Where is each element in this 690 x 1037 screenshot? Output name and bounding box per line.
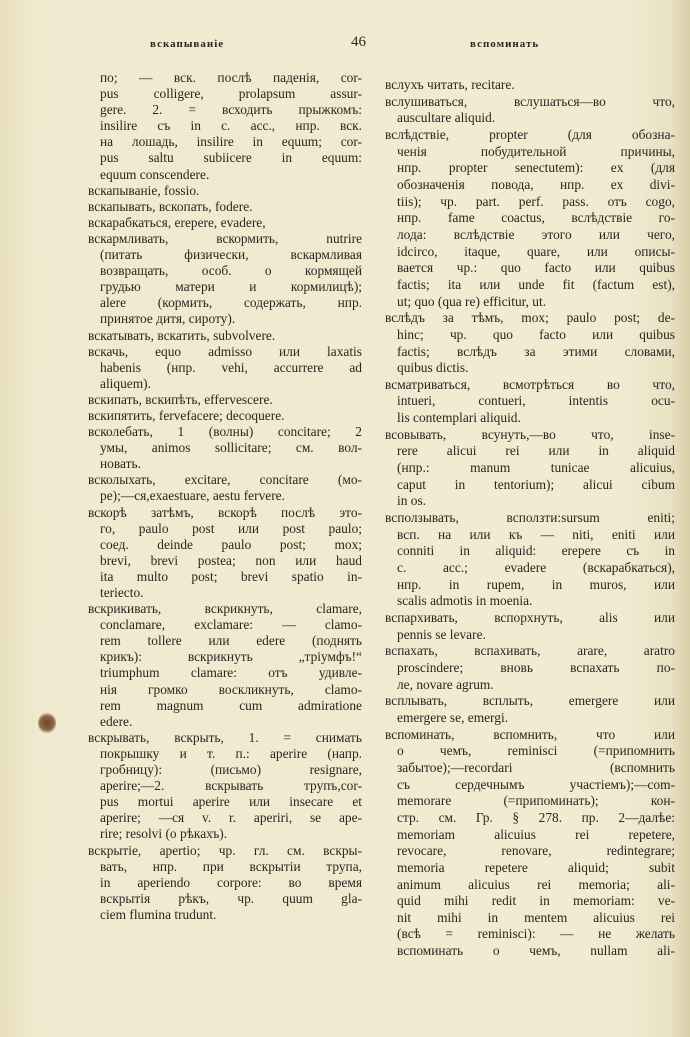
entry-text-line: принятое дитя, сироту). bbox=[100, 311, 236, 327]
entry-text-line: съ сердечнымъ участіемъ);—com- bbox=[397, 776, 675, 792]
entry-headword-line: вспоминать, вспомнить, что или bbox=[385, 726, 675, 742]
entry-text-line: ut; quo (qua re) efficitur, ut. bbox=[397, 293, 547, 309]
entry-headword-line: всколебать, 1 (волны) concitare; 2 bbox=[88, 424, 362, 440]
dictionary-entry bbox=[88, 344, 362, 392]
entry-headword-line: всползывать, всползти:sursum eniti; bbox=[385, 510, 675, 526]
dictionary-entry bbox=[88, 392, 362, 408]
entry-headword-line: всматриваться, всмотрѣться во что, bbox=[385, 376, 675, 392]
dictionary-entry bbox=[385, 94, 675, 127]
entry-text-line: conniti in aliquid: erepere съ in bbox=[397, 543, 675, 559]
entry-text-line: hinc; чр. quo facto или quibus bbox=[397, 326, 675, 342]
entry-text-line: rem tollere или edere (поднять bbox=[100, 633, 362, 649]
entry-text-line: quid mihi redit in memoriam: ve- bbox=[397, 893, 675, 909]
entry-headword-line: вспахать, вспахивать, arare, aratro bbox=[385, 643, 675, 659]
entry-headword-line: вскарабкаться, erepere, evadere, bbox=[88, 214, 266, 230]
entry-text-line: rem magnum cum admiratione bbox=[100, 697, 362, 713]
dictionary-entry bbox=[88, 231, 362, 328]
dictionary-entry bbox=[88, 408, 362, 424]
dictionary-entry bbox=[385, 377, 675, 427]
dictionary-entry bbox=[88, 199, 362, 215]
entry-headword-line: всовывать, всунуть,—во что, inse- bbox=[385, 426, 675, 442]
entry-text-line: memorare (=припоминать); кон- bbox=[397, 793, 675, 809]
dictionary-entry bbox=[88, 505, 362, 602]
dictionary-entry bbox=[88, 183, 362, 199]
entry-text-line: обозначенія повода, нпр. ex divi- bbox=[397, 176, 675, 192]
entry-text-line: c. acc.; evadere (вскарабкаться), bbox=[397, 560, 675, 576]
entry-text-line: quibus dictis. bbox=[397, 360, 469, 376]
entry-text-line: brevi, brevi postea; non или haud bbox=[100, 552, 362, 568]
entry-text-line: вскрытія рѣкъ, чр. quum gla- bbox=[100, 890, 362, 906]
entry-headword-line: вскатывать, вскатить, subvolvere. bbox=[88, 327, 276, 343]
dictionary-entry bbox=[385, 643, 675, 693]
entry-text-line: pus saltu subiicere in equum: bbox=[100, 150, 362, 166]
entry-text-line: ле, novare agrum. bbox=[397, 676, 494, 692]
entry-text-line: revocare, renovare, redintegrare; bbox=[397, 843, 675, 859]
entry-text-line: ita multo post; brevi spatio in- bbox=[100, 568, 362, 584]
left-column bbox=[88, 70, 362, 923]
entry-text-line: крикъ): вскрикнуть „тріумфъ!“ bbox=[100, 649, 362, 665]
entry-text-line: вспоминать о чемъ, nullam ali- bbox=[397, 943, 675, 959]
dictionary-entry bbox=[385, 693, 675, 726]
dictionary-entry bbox=[88, 215, 362, 231]
entry-text-line: на лошадь, insilire in equum; cor- bbox=[100, 134, 362, 150]
entry-text-line: gere. 2. = всходить прыжкомъ: bbox=[100, 102, 362, 118]
entry-text-line: нпр. in rupem, in muros, или bbox=[397, 576, 675, 592]
right-guide-word: вспоминать bbox=[470, 38, 540, 50]
entry-headword-line: вскипать, вскипѣть, effervescere. bbox=[88, 391, 273, 407]
entry-headword-line: вскармливать, вскормить, nutrire bbox=[88, 230, 362, 246]
dictionary-entry bbox=[385, 427, 675, 510]
entry-headword-line: вскапываніе, fossio. bbox=[88, 182, 200, 198]
entry-headword-line: вскапывать, вскопать, fodere. bbox=[88, 198, 253, 214]
entry-headword-line: всплывать, всплыть, emergere или bbox=[385, 693, 675, 709]
dictionary-entry bbox=[88, 472, 362, 504]
entry-text-line: покрышку и т. п.: aperire (напр. bbox=[100, 745, 362, 761]
entry-text-line: всп. на или къ — niti, eniti или bbox=[397, 526, 675, 542]
entry-text-line: о чемъ, reminisci (=припомнить bbox=[397, 743, 675, 759]
entry-text-line: auscultare aliquid. bbox=[397, 110, 496, 126]
entry-text-line: factis; вслѣдъ за этими словами, bbox=[397, 343, 675, 359]
entry-text-line: edere. bbox=[100, 713, 133, 729]
entry-headword-line: вскрывать, вскрыть, 1. = снимать bbox=[88, 729, 362, 745]
page-number: 46 bbox=[351, 34, 366, 50]
entry-text-line: emergere se, emergi. bbox=[397, 709, 509, 725]
entry-text-line: вается чр.: quo facto или quibus bbox=[397, 260, 675, 276]
entry-headword-line: вскипятить, fervefacere; decoquere. bbox=[88, 407, 285, 423]
dictionary-entry bbox=[385, 127, 675, 310]
entry-text-line: вать, нпр. при вскрытіи трупа, bbox=[100, 858, 362, 874]
entry-text-line: ciem flumina trudunt. bbox=[100, 906, 217, 922]
entry-text-line: aperire; —ся v. r. aperiri, se ape- bbox=[100, 810, 362, 826]
entry-text-line: lis contemplari aliquid. bbox=[397, 410, 521, 426]
entry-text-line: грудью матери и кормилицѣ); bbox=[100, 279, 362, 295]
entry-text-line: factis; ita или unde fit (factum est), bbox=[397, 276, 675, 292]
entry-text-line: triumphum clamare: отъ удивле- bbox=[100, 665, 362, 681]
entry-text-line: нпр. fame coactus, вслѣдствіе го- bbox=[397, 210, 675, 226]
entry-text-line: pus mortui aperire или insecare et bbox=[100, 794, 362, 810]
dictionary-entry bbox=[88, 843, 362, 923]
dictionary-entry bbox=[385, 510, 675, 610]
entry-text-line: tiis); чр. part. perf. pass. отъ cogo, bbox=[397, 193, 675, 209]
entry-headword-line: вскрикивать, вскрикнуть, clamare, bbox=[88, 601, 362, 617]
entry-headword-line: вслушиваться, вслушаться—во что, bbox=[385, 93, 675, 109]
dictionary-entry bbox=[88, 601, 362, 730]
entry-text-line: ченія побудительной причины, bbox=[397, 143, 675, 159]
entry-text-line: новать. bbox=[100, 456, 141, 472]
entry-headword-line: вскорѣ затѣмъ, вскорѣ послѣ это- bbox=[88, 504, 362, 520]
entry-text-line: забытое);—recordari (вспомнить bbox=[397, 759, 675, 775]
entry-text-line: нія громко воскликнуть, clamo- bbox=[100, 681, 362, 697]
entry-text-line: alere (кормить, содержать, нпр. bbox=[100, 295, 362, 311]
dictionary-entry bbox=[88, 424, 362, 472]
entry-text-line: aliquem). bbox=[100, 375, 151, 391]
entry-text-line: возвращать, особ. о кормящей bbox=[100, 263, 362, 279]
entry-text-line: (нпр.: manum tunicae alicuius, bbox=[397, 460, 675, 476]
dictionary-entry bbox=[385, 77, 675, 94]
entry-headword-line: вслѣдъ за тѣмъ, mox; paulo post; de- bbox=[385, 310, 675, 326]
entry-text-line: caput in tentorium); alicui cibum bbox=[397, 476, 675, 492]
entry-headword-line: вскрытіе, apertio; чр. гл. см. вскры- bbox=[88, 842, 362, 858]
dictionary-entry bbox=[385, 610, 675, 643]
entry-headword-line: вспархивать, вспорхнуть, alis или bbox=[385, 610, 675, 625]
entry-text-line: соед. deinde paulo post; mox; bbox=[100, 536, 362, 552]
entry-headword-line: всколыхать, excitare, concitare (мо- bbox=[88, 472, 362, 488]
entry-text-line: teriecto. bbox=[100, 585, 144, 600]
entry-text-line: гробницу): (письмо) resignare, bbox=[100, 762, 362, 778]
entry-text-line: proscindere; вновь вспахать по- bbox=[397, 659, 675, 675]
entry-text-line: rere alicui rei или in aliquid bbox=[397, 443, 675, 459]
entry-text-line: animum alicuius rei memoria; ali- bbox=[397, 876, 675, 892]
entry-headword-line: вслухъ читать, recitare. bbox=[385, 77, 515, 92]
dictionary-entry bbox=[88, 328, 362, 344]
dictionary-entry bbox=[385, 310, 675, 377]
entry-text-line: intueri, contueri, intentis ocu- bbox=[397, 393, 675, 409]
entry-text-line: лода: вслѣдствіе этого или чего, bbox=[397, 226, 675, 242]
entry-text-line: nit mihi in mentem alicuius rei bbox=[397, 909, 675, 925]
entry-text-line: aperire;—2. вскрывать трупъ,cor- bbox=[100, 778, 362, 794]
entry-text-line: memoria repetere aliquid; subit bbox=[397, 859, 675, 875]
entry-text-line: нпр. propter senectutem): ex (для bbox=[397, 160, 675, 176]
entry-text-line: pennis se levare. bbox=[397, 626, 486, 642]
entry-headword-line: вскачь, equo admisso или laxatis bbox=[88, 343, 362, 359]
right-column bbox=[385, 77, 675, 960]
entry-text-line: in aperiendo corpore: во время bbox=[100, 874, 362, 890]
entry-text-line: по; — вск. послѣ паденія, cor- bbox=[100, 70, 362, 85]
ink-stain bbox=[38, 712, 56, 734]
entry-text-line: idcirco, itaque, quare, или описы- bbox=[397, 243, 675, 259]
entry-text-line: in os. bbox=[397, 493, 427, 509]
dictionary-entry bbox=[88, 70, 362, 183]
entry-text-line: (питать физически, вскармливая bbox=[100, 247, 362, 263]
entry-text-line: rire; resolvi (о рѣкахъ). bbox=[100, 826, 228, 842]
entry-text-line: conclamare, exclamare: — clamo- bbox=[100, 617, 362, 633]
entry-headword-line: вслѣдствіе, propter (для обозна- bbox=[385, 126, 675, 142]
entry-text-line: (всѣ = reminisci): — не желать bbox=[397, 926, 675, 942]
left-guide-word: вскапываніе bbox=[150, 38, 225, 50]
entry-text-line: insilire съ in c. acc., нпр. вск. bbox=[100, 118, 362, 134]
entry-text-line: го, paulo post или post paulo; bbox=[100, 520, 362, 536]
dictionary-entry bbox=[385, 727, 675, 960]
entry-text-line: ре);—ся,exaestuare, aestu fervere. bbox=[100, 488, 285, 504]
entry-text-line: умы, animos sollicitare; см. вол- bbox=[100, 440, 362, 456]
dictionary-entry bbox=[88, 730, 362, 843]
entry-text-line: habenis (нпр. vehi, accurrere ad bbox=[100, 359, 362, 375]
entry-text-line: pus colligere, prolapsum assur- bbox=[100, 86, 362, 102]
entry-text-line: scalis admotis in moenia. bbox=[397, 593, 533, 609]
entry-text-line: equum conscendere. bbox=[100, 166, 210, 182]
entry-text-line: memoriam alicuius rei repetere, bbox=[397, 826, 675, 842]
entry-text-line: стр. см. Гр. § 278. пр. 2—далѣе: bbox=[397, 809, 675, 825]
